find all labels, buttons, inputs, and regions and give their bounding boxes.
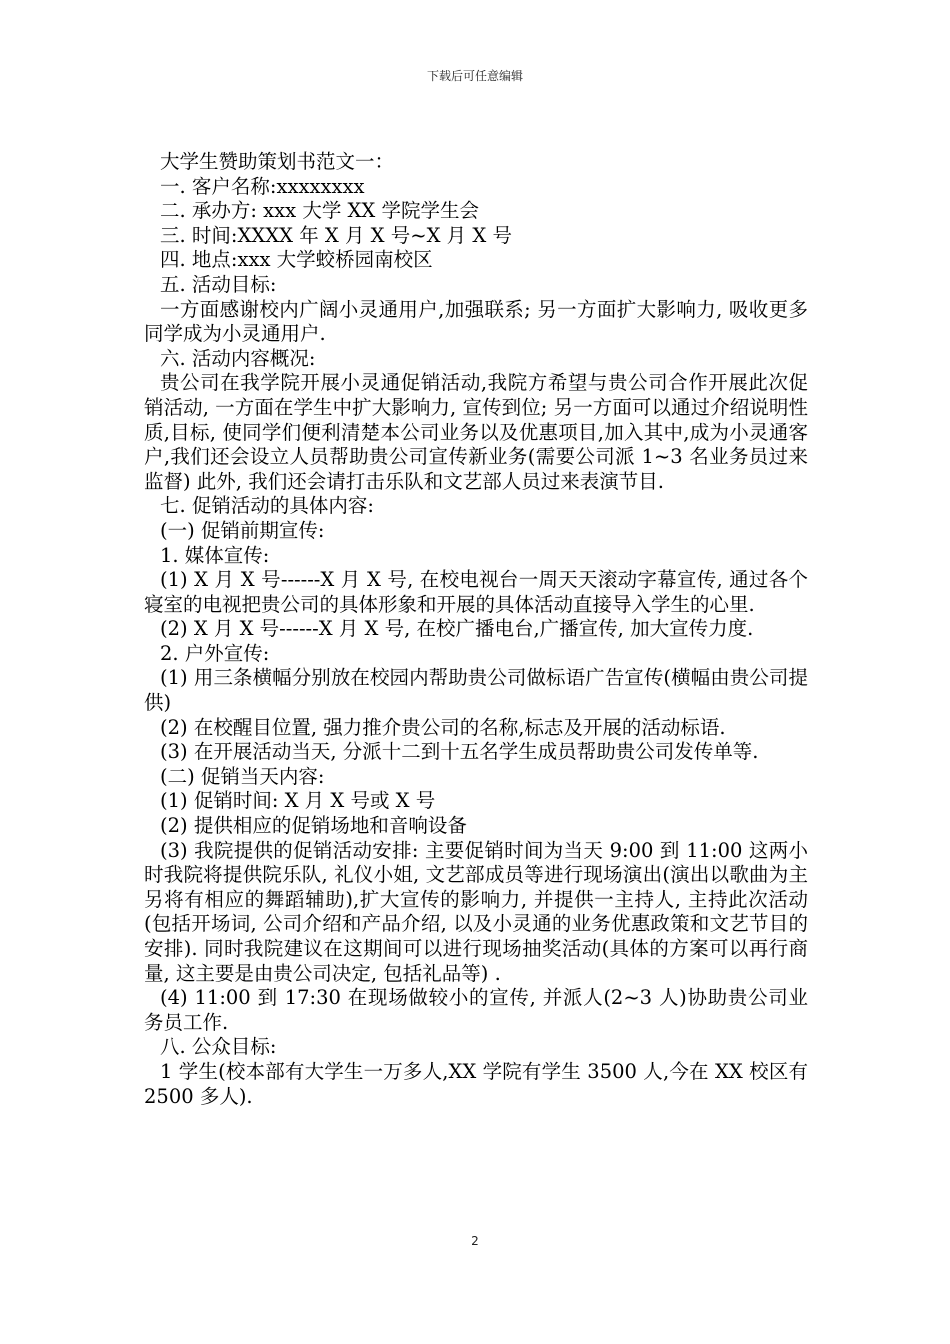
paragraph: (1) X 月 X 号------X 月 X 号, 在校电视台一周天天滚动字幕宣传, 通过各个寝室的电视把贵公司的具体形象和开展的具体活动直接导入学生的心里.: [144, 568, 808, 616]
document-body: [144, 150, 808, 1109]
paragraph: 三. 时间:XXXX 年 X 月 X 号~X 月 X 号: [160, 223, 512, 247]
paragraph: (1) 用三条横幅分别放在校园内帮助贵公司做标语广告宣传(横幅由贵公司提供): [144, 666, 808, 715]
paragraph: 二. 承办方: xxx 大学 XX 学院学生会: [160, 199, 480, 223]
paragraph: 八. 公众目标:: [160, 1035, 277, 1059]
paragraph: 七. 促销活动的具体内容:: [160, 494, 374, 518]
paragraph: 贵公司在我学院开展小灵通促销活动,我院方希望与贵公司合作开展此次促销活动, 一方面在学生中扩大影响力, 宣传到位; 另一方面可以通过介绍说明性质,目标, 使同学们便利清楚本公司业务以及优惠项目,加入其中,成为小灵通客户,我们还会设立人员帮助贵公司宣传新业务(需要公司派 1~3 名业务员过来监督) 此外, 我们还会请打击乐队和文艺部人员过来表演节目.: [144, 371, 808, 493]
paragraph: 六. 活动内容概况:: [160, 346, 316, 370]
paragraph: (2) 在校醒目位置, 强力推介贵公司的名称,标志及开展的活动标语.: [160, 715, 726, 739]
paragraph: (3) 在开展活动当天, 分派十二到十五名学生成员帮助贵公司发传单等.: [160, 740, 759, 764]
paragraph: 五. 活动目标:: [160, 272, 277, 296]
paragraph: 2. 户外宣传:: [160, 641, 270, 665]
paragraph: 1 学生(校本部有大学生一万多人,XX 学院有学生 3500 人,今在 XX 校区有 2500 多人).: [144, 1059, 808, 1108]
paragraph: (1) 促销时间: X 月 X 号或 X 号: [160, 789, 436, 813]
paragraph: (3) 我院提供的促销活动安排: 主要促销时间为当天 9:00 到 11:00 这两小时我院将提供院乐队, 礼仪小姐, 文艺部成员等进行现场演出(演出以歌曲为主另将有相应的舞蹈辅助),扩大宣传的影响力, 并提供一主持人, 主持此次活动(包括开场词, 公司介绍和产品介绍, 以及小灵通的业务优惠政策和文艺节目的安排). 同时我院建议在这期间可以进行现场抽奖活动(具体的方案可以再行商量, 这主要是由贵公司决定, 包括礼品等) .: [144, 838, 808, 985]
paragraph: 一. 客户名称:xxxxxxxx: [160, 174, 365, 198]
page-number: 2: [471, 1234, 479, 1248]
paragraph: (2) 提供相应的促销场地和音响设备: [160, 814, 467, 838]
page-header: 下载后可任意编辑: [426, 69, 523, 83]
paragraph: 大学生赞助策划书范文一：: [160, 150, 395, 173]
paragraph: (二) 促销当天内容:: [160, 764, 325, 788]
paragraph: 1. 媒体宣传:: [160, 543, 270, 567]
paragraph: (4) 11:00 到 17:30 在现场做较小的宣传, 并派人(2~3 人)协助贵公司业务员工作.: [144, 986, 808, 1034]
paragraph: 一方面感谢校内广阔小灵通用户,加强联系; 另一方面扩大影响力, 吸收更多同学成为小灵通用户.: [144, 297, 808, 346]
paragraph: (2) X 月 X 号------X 月 X 号, 在校广播电台,广播宣传, 加大宣传力度.: [160, 617, 754, 641]
paragraph: (一) 促销前期宣传:: [160, 518, 325, 542]
paragraph: 四. 地点:xxx 大学蛟桥园南校区: [160, 248, 433, 272]
